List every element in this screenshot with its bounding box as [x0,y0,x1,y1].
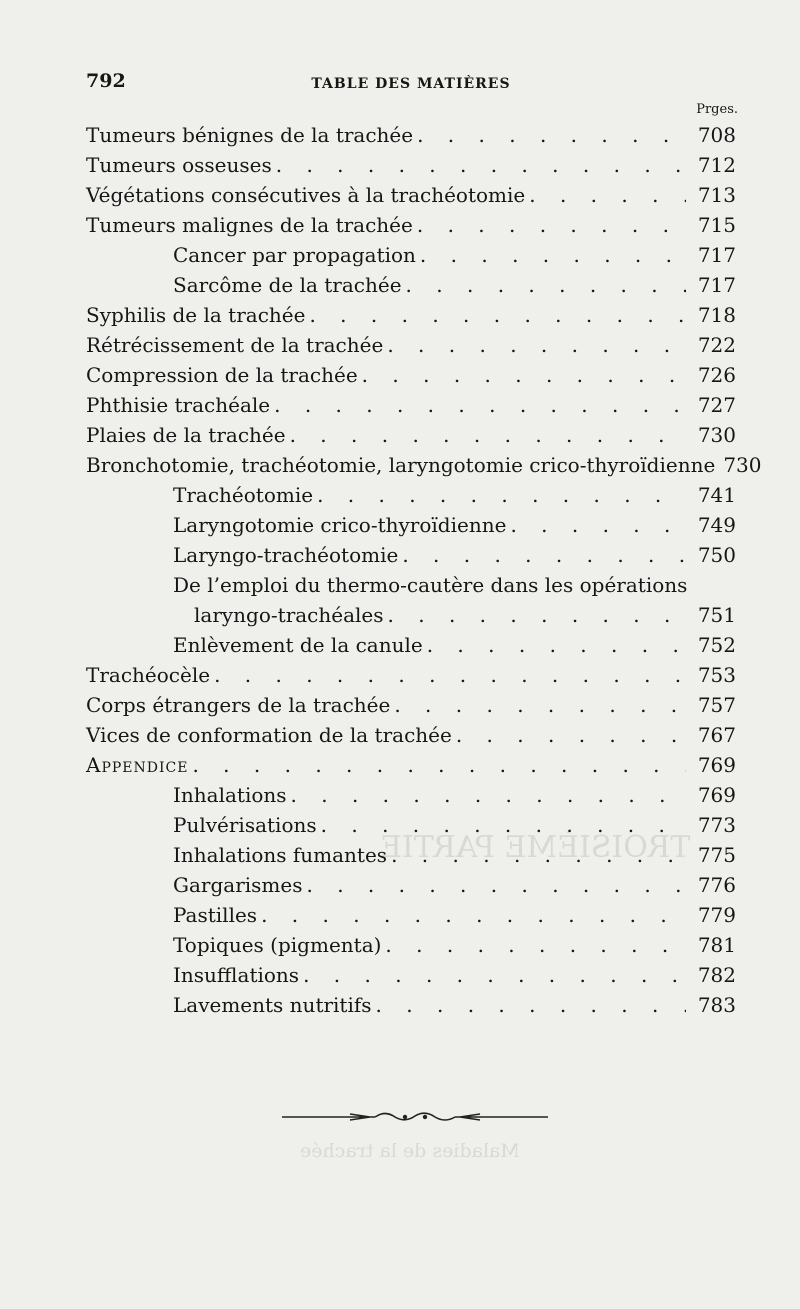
toc-entry-page: 769 [697,753,736,777]
toc-entry [86,450,762,480]
toc-entry [86,720,736,750]
toc-entry-title: Enlèvement de la canule [173,633,423,657]
dot-leader [261,900,686,930]
toc-entry-title: Compression de la trachée [86,363,358,387]
toc-entry-page: 782 [697,963,736,987]
toc-entry-page: 767 [697,723,736,747]
toc-entry-title: Sarcôme de la trachée [173,273,402,297]
toc-entry [86,960,736,990]
toc-entry-page: 717 [697,273,736,297]
toc-entry-title: Laryngo-trachéotomie [173,543,399,567]
toc-entry-page: 730 [697,423,736,447]
toc-entry-page: 727 [697,393,736,417]
dot-leader [290,420,686,450]
toc-entry-title: Trachéotomie [173,483,314,507]
toc-entry-title: Appendice [86,753,189,777]
toc-entry-title: Pastilles [173,903,258,927]
toc-entry-title: Gargarismes [173,873,303,897]
toc-entry [86,540,736,570]
toc-entry-title: Inhalations [173,783,287,807]
bleed-through-text: Maladies de la trachée [300,1140,520,1162]
toc-entry-title: Rétrécissement de la trachée [86,333,384,357]
toc-entry [86,180,736,210]
toc-entry [86,930,736,960]
dot-leader [427,630,686,660]
toc-entry-page: 750 [697,543,736,567]
toc-entry-page: 779 [697,903,736,927]
toc-entry [86,210,736,240]
toc-entry-page: 783 [697,993,736,1017]
dot-leader [376,990,686,1020]
toc-entry-page: 776 [697,873,736,897]
toc-entry [86,750,736,780]
toc-entry-title: Lavements nutritifs [173,993,372,1017]
dot-leader [417,120,686,150]
toc-entry [86,240,736,270]
dot-leader [417,210,686,240]
dot-leader [385,930,686,960]
toc-entry [86,810,736,840]
running-title: TABLE DES MATIÈRES [311,76,511,92]
toc-entry-page: 730 [723,453,762,477]
toc-entry [86,270,736,300]
dot-leader [214,660,686,690]
toc-entry [86,420,736,450]
dot-leader [309,300,686,330]
toc-entry-title: Laryngotomie crico-thyroïdienne [173,513,507,537]
dot-leader [394,690,686,720]
toc-entry-title: Tumeurs osseuses [86,153,272,177]
dot-leader [387,330,686,360]
toc-entry-title: Inhalations fumantes [173,843,388,867]
toc-entry-title: Tumeurs malignes de la trachée [86,213,413,237]
toc-entry [86,300,736,330]
toc-entry-page: 773 [697,813,736,837]
dot-leader [291,780,686,810]
bleed-through-text: TROISIÈME PARTIE [380,830,691,865]
dot-leader [402,540,686,570]
toc-entry-page: 741 [697,483,736,507]
table-of-contents [86,120,762,1020]
dot-leader [529,180,686,210]
pages-column-label: Prges. [696,102,738,117]
toc-entry-title: Plaies de la trachée [86,423,286,447]
toc-entry [86,900,736,930]
toc-entry-page: 769 [697,783,736,807]
toc-entry-title: Cancer par propagation [173,243,416,267]
ornament-divider [280,1108,550,1124]
dot-leader [306,870,686,900]
toc-entry-page: 749 [697,513,736,537]
dot-leader [510,510,686,540]
toc-entry-title: Insufflations [173,963,300,987]
toc-entry-page: 715 [697,213,736,237]
dot-leader [362,360,686,390]
dot-leader [420,240,686,270]
dot-leader [406,270,686,300]
toc-entry-title: De l’emploi du thermo-cautère dans les opérations [173,573,688,597]
dot-leader [321,810,686,840]
toc-entry [86,840,736,870]
toc-entry-title: Phthisie trachéale [86,393,271,417]
dot-leader [192,750,686,780]
toc-entry-page: 751 [697,603,736,627]
toc-entry-title: Végétations consécutives à la trachéotomie [86,183,526,207]
toc-entry [86,630,736,660]
toc-entry-page: 712 [697,153,736,177]
toc-entry-page: 757 [697,693,736,717]
toc-entry-title: Topiques (pigmenta) [173,933,382,957]
toc-entry [86,570,736,600]
toc-entry-page: 753 [697,663,736,687]
toc-entry-title: Bronchotomie, trachéotomie, laryngotomie crico-thyroïdienne [86,453,716,477]
page-header [86,70,736,100]
dot-leader [388,600,686,630]
toc-entry-page: 708 [697,123,736,147]
toc-entry [86,330,736,360]
toc-entry-page: 713 [697,183,736,207]
toc-entry [86,600,736,630]
toc-entry-page: 752 [697,633,736,657]
toc-entry-title: Syphilis de la trachée [86,303,306,327]
toc-entry-page: 718 [697,303,736,327]
dot-leader [391,840,686,870]
toc-entry [86,660,736,690]
toc-entry [86,780,736,810]
toc-entry [86,480,736,510]
toc-entry-page: 726 [697,363,736,387]
dot-leader [276,150,686,180]
page-number: 792 [86,70,126,92]
toc-entry [86,360,736,390]
toc-entry [86,690,736,720]
toc-entry-page: 717 [697,243,736,267]
toc-entry-page: 722 [697,333,736,357]
toc-entry-title: Vices de conformation de la trachée [86,723,452,747]
toc-entry-title: Trachéocèle [86,663,211,687]
toc-entry-title: laryngo-trachéales [194,603,384,627]
toc-entry-title: Corps étrangers de la trachée [86,693,391,717]
toc-entry [86,870,736,900]
toc-entry [86,390,736,420]
toc-entry-title: Tumeurs bénignes de la trachée [86,123,414,147]
dot-leader [303,960,686,990]
toc-entry [86,120,736,150]
toc-entry [86,150,736,180]
toc-entry-title: Pulvérisations [173,813,317,837]
dot-leader [274,390,686,420]
toc-entry [86,510,736,540]
toc-entry-page: 775 [697,843,736,867]
dot-leader [456,720,686,750]
dot-leader [317,480,686,510]
toc-entry-page: 781 [697,933,736,957]
toc-entry [86,990,736,1020]
